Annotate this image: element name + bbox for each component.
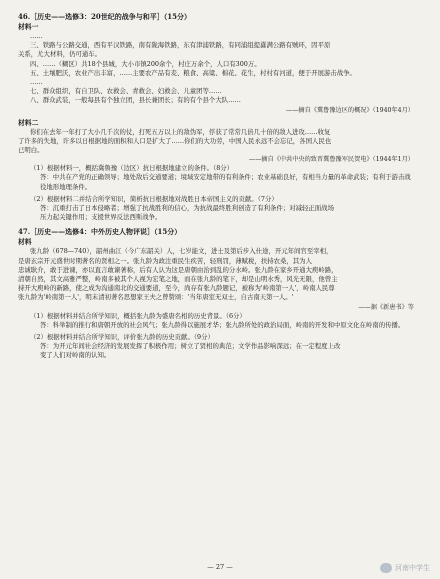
q46-m1-line-0: …… (30, 32, 43, 40)
q47-sub2-question: （2）根据材料并结合所学知识，评价张九龄的历史贡献。（9分） (30, 333, 214, 342)
q47-sub1-answer-0: 答：科举制的推行和唐朝开放的社会风气；张九龄得以施展才华；张九龄所处的政治局面，岭南的开发和中原文化在岭南的传播。 (40, 320, 405, 329)
q47-m-line-0: 张九龄（678—740），韶州曲江（今广东韶关）人，七岁能文，进士及第后步入仕途，开元年间官至宰相， (30, 247, 333, 256)
q47-sub2-answer-0: 答：为开元年间社会经济的发展发挥了积极作用；树立了贤相的典范；文学作品影响深远；在一定程度上改 (40, 342, 341, 351)
q46-sub1-question: （1）根据材料一，概括冀鲁豫（边区）抗日根据地建立的条件。（8分） (30, 164, 234, 173)
q46-header: 46.［历史——选修3：20世纪的战争与和平］（15分） (18, 12, 192, 21)
watermark (380, 563, 430, 573)
q47-m-line-2: 忠诚耿介，敢于进谏，亦以直言敢谏著称，后有人认为这是唐朝由治到乱的分水岭。张九龄在家乡开通大庾岭路， (18, 265, 338, 274)
q46-sub2-answer-0: 答：沉重打击了日本侵略者；增强了抗战胜利的信心，为抗战最终胜利创造了有利条件；对减轻正面战场 (40, 204, 334, 213)
q46-m2-line-0: 你们在去年一年打了大小几千次的仗，打死五万以上的敌伪军，俘获了常常几倍几十倍的敌人进攻……收复 (30, 127, 331, 136)
q46-sub1-answer-0: 答：中共在产党的正确领导；地处敌后交通要道；境域安定地带的有利条件；农业基础良好，有相当力量的革命武装；有利于游击战 (40, 173, 411, 182)
q46-m1-source: ——摘自《冀鲁豫边区的概况》（1940年4月） (286, 106, 414, 114)
q46-material1-label: 材料一 (18, 23, 39, 31)
q46-sub2-question: （2）根据材料二并结合所学知识，简析抗日根据地对战胜日本帝国主义的贡献。（7分） (30, 194, 278, 203)
page-number: — 27 — (207, 563, 233, 571)
q47-sub2-answer-1: 变了人们对岭南的认知。 (40, 351, 111, 360)
q47-material-label: 材料 (18, 238, 32, 247)
q47-m-line-1: 是唐玄宗开元盛世时期著名的贤相之一。张九龄为政注重民生疾苦，轻刑罚，薄赋税，扶持农桑，其为人 (18, 256, 312, 265)
q46-sub1-answer-1: 役地形地理条件。 (40, 182, 92, 191)
q47-m-line-5: 张九龄为'岭南第一人'，明末清初著名思想家王夫之曾赞颂：'当年唐室无双士，自古南天第一人。' (18, 293, 294, 302)
q46-m1-line-5: …… (30, 78, 43, 87)
q47-header: 47.［历史——选修4：中外历史人物评说］（15分） (18, 227, 182, 237)
watermark-text: 河南中学生 (395, 564, 430, 572)
wechat-icon (380, 563, 392, 573)
q46-sub2-answer-1: 压力起关键作用；支援世界反法西斯战争。 (40, 213, 162, 222)
q47-m-line-3: 清朝自然，其文高雅严整，岭南多被其个人视为宏笔之地，而在张九龄的笔下，却是山明水秀，风光无限，他曾主 (18, 275, 338, 284)
q46-m1-line-1: 三、铁路与公路交通，西有平汉铁路，南有陇海铁路，东有津浦铁路，有同浦组提纛满公路有贼环，因平原 (30, 41, 331, 50)
q46-m1-line-4: 五、土壤肥沃，农业产出丰富，……主要农产品有麦、粮食、高粱、棉花、花生，村村有河道，便于开展游击战争。 (30, 68, 356, 77)
q46-material2-label: 材料二 (18, 118, 39, 127)
q46-m2-source: ——摘自《中共中央的致晋冀鲁豫军民贺电》（1944年1月） (248, 156, 414, 164)
q47-source: ——据《新唐书》等 (358, 303, 414, 311)
q46-m2-line-1: 了许多的失地，许多以日根据地的面积和人口是扩大了……你们的大功劳，中国人民永远不会忘记，各国人民也 (18, 136, 332, 145)
q46-m1-line-3: 四、……（糊区）共18个县城，大小市镇200余个，村庄万余个，人口有300万。 (30, 59, 261, 68)
q46-m2-line-2: 已明白。 (18, 146, 44, 155)
q47-m-line-4: 持开大庾岭的新路，使之成为沟通南北的交通要道，至今，尚存有张九龄题记，被称为'岭南第一人'，岭南人民尊 (18, 284, 335, 293)
q47-sub1-question: （1）根据材料并结合所学知识，概括张九龄为盛唐名相的历史背景。（6分） (30, 311, 246, 320)
q46-m1-line-2: 关系，尤大材料，仍可通车。 (18, 50, 102, 59)
q46-m1-line-6: 七、群众组织，有自卫队、农救会、青救会、妇救会、儿童团等…… (30, 87, 222, 96)
q46-m1-line-7: 八、群众武装，一般每县有个独立团，县长兼团长；有的有个县个大队…… (30, 96, 241, 105)
